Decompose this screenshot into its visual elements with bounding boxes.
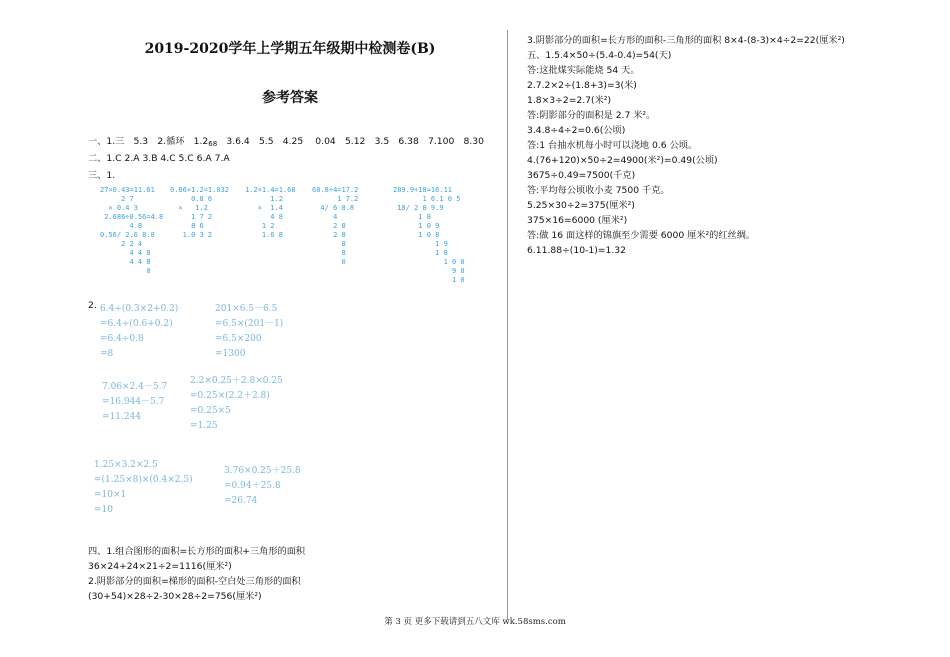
vertical-calc-1: 27×0.43=11.61 2 7 × 0.4 3 2.686÷0.56=4.8 4.8 0.56/ 2.6 8.8 2 2 4 4 4 8 4 4 8 0	[100, 186, 164, 275]
answer-line-8: (30+54)×28÷2-30×28÷2=756(厘米²)	[88, 591, 262, 602]
answer-line-3: 三、1.	[88, 170, 116, 181]
right-line-5: 1.8×3÷2=2.7(米²)	[527, 95, 612, 106]
right-line-15: 6.11.88÷(10-1)=1.32	[527, 245, 626, 256]
page-title: 2019-2020学年上学期五年级期中检测卷(B)	[144, 41, 436, 57]
right-line-12: 5.25×30÷2=375(厘米²)	[527, 200, 635, 211]
step-calc-f: 3.76×0.25＋25.8 =0.94＋25.8 =26.74	[224, 466, 301, 506]
answer-line-1-text-a: 一、1.三 5.3 2.循环 1.2	[88, 136, 209, 147]
right-line-10: 3675÷0.49=7500(千克)	[527, 170, 636, 181]
vertical-calc-5: 289.9÷18≈16.11 1 6.1 0 5 18/ 2 8 9.9 1 8 1 0 9 1 0 8 1 9 1 8 1 0 0 9 0 1 0	[393, 186, 465, 284]
right-line-9: 4.(76+120)×50÷2=4900(米²)=0.49(公顷)	[527, 155, 718, 166]
right-line-3: 答:这批煤实际能烧 54 天。	[527, 65, 640, 76]
answer-line-1-subscript: 68	[208, 140, 218, 148]
right-line-2: 五、1.5.4×50÷(5.4-0.4)=54(天)	[527, 50, 672, 61]
right-line-4: 2.7.2×2÷(1.8+3)=3(米)	[527, 80, 637, 91]
right-line-11: 答:平均每公顷收小麦 7500 千克。	[527, 185, 670, 196]
answer-line-5: 四、1.组合图形的面积=长方形的面积+三角形的面积	[88, 546, 306, 557]
answer-line-1	[88, 136, 484, 150]
right-line-8: 答:1 台抽水机每小时可以浇地 0.6 公顷。	[527, 140, 698, 151]
right-line-7: 3.4.8÷4÷2=0.6(公顷)	[527, 125, 626, 136]
right-line-6: 答:阴影部分的面积是 2.7 米²。	[527, 110, 656, 121]
step-calc-a: 6.4÷(0.3×2+0.2) =6.4÷(0.6+0.2) =6.4÷0.8 =8	[100, 304, 179, 359]
answer-line-1-text-b: 3.6.4 5.5 4.25 0.04 5.12 3.5 6.38 7.100 8.30	[217, 136, 484, 147]
page-footer: 第 3 页 更多下载请到五八文库 wk.58sms.com	[384, 617, 566, 627]
step-calc-d: 2.2×0.25＋2.8×0.25 =0.25×(2.2＋2.8) =0.25×5 =1.25	[190, 376, 283, 431]
right-line-1: 3.阴影部分的面积=长方形的面积-三角形的面积 8×4-(8-3)×4÷2=22(厘米²)	[527, 35, 845, 46]
answer-line-7: 2.阴影部分的面积=梯形的面积-空白处三角形的面积	[88, 576, 301, 587]
answer-line-2: 二、1.C 2.A 3.B 4.C 5.C 6.A 7.A	[88, 153, 230, 164]
step-calc-b: 201×6.5－6.5 =6.5×(201－1) =6.5×200 =1300	[215, 304, 284, 359]
answer-line-4: 2.	[88, 300, 97, 311]
right-line-14: 答:做 16 面这样的锦旗至少需要 6000 厘米²的红丝绸。	[527, 230, 756, 241]
answer-line-6: 36×24+24×21÷2=1116(厘米²)	[88, 561, 232, 572]
step-calc-e: 1.25×3.2×2.5 =(1.25×8)×(0.4×2.5) =10×1 =10	[94, 460, 193, 515]
page-subtitle: 参考答案	[262, 90, 318, 106]
step-calc-c: 7.06×2.4－5.7 =16.944－5.7 =11.244	[102, 382, 168, 422]
vertical-calc-3: 1.2×1.4=1.68 1.2 × 1.4 4 8 1 2 1.6 8	[245, 186, 296, 239]
vertical-calc-2: 0.86×1.2=1.032 0.8 6 × 1.2 1 7 2 8 6 1.0 3 2	[170, 186, 230, 239]
vertical-calc-4: 68.8÷4=17.2 1 7.2 4/ 6 8.8 4 2 8 2 8 8 8 0	[312, 186, 359, 266]
right-line-13: 375×16=6000 (厘米²)	[527, 215, 628, 226]
column-divider	[507, 30, 508, 620]
